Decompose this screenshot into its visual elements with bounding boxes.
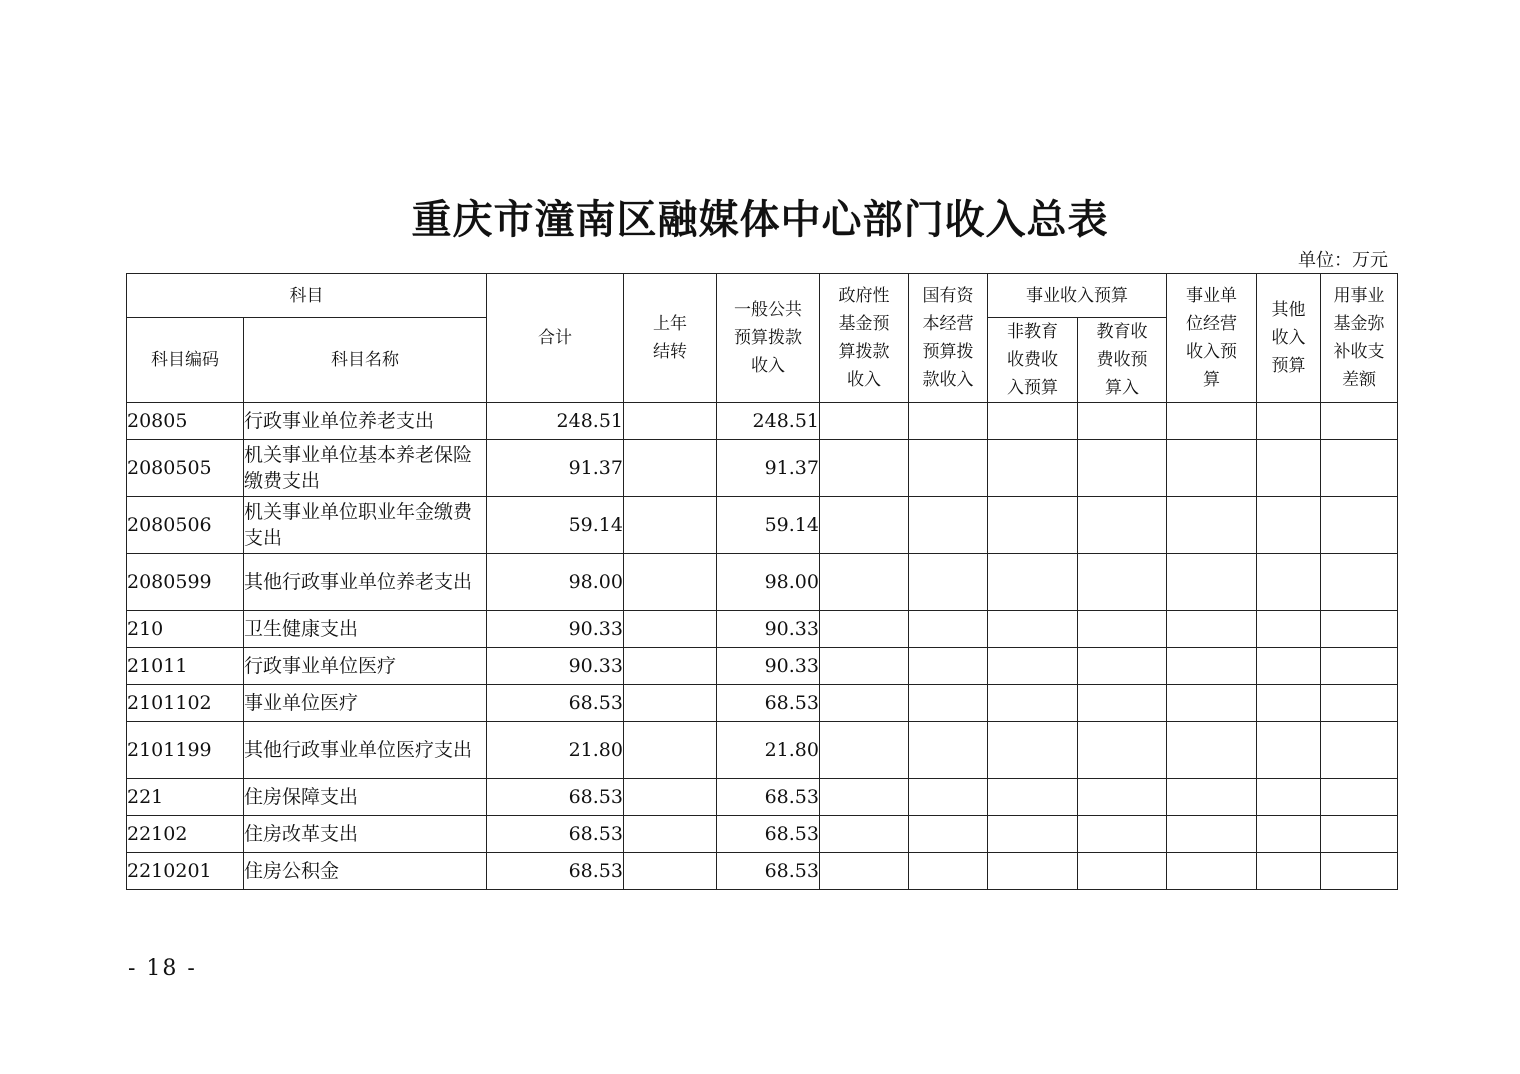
row-edu [1078, 722, 1167, 779]
header-total: 合计 [487, 274, 624, 403]
row-gov-fund [820, 611, 909, 648]
row-general-budget: 59.14 [717, 497, 820, 554]
row-general-budget: 68.53 [717, 816, 820, 853]
row-carryover [624, 403, 717, 440]
row-general-budget: 21.80 [717, 722, 820, 779]
row-unit-operation [1167, 648, 1257, 685]
row-fund-gap [1321, 685, 1398, 722]
row-unit-operation [1167, 554, 1257, 611]
row-fund-gap [1321, 779, 1398, 816]
row-other [1257, 816, 1321, 853]
row-state-capital [909, 722, 988, 779]
row-other [1257, 403, 1321, 440]
row-state-capital [909, 853, 988, 890]
row-total: 248.51 [487, 403, 624, 440]
row-carryover [624, 611, 717, 648]
table-row [127, 403, 1398, 440]
row-non-edu [988, 779, 1078, 816]
header-non-edu: 非教育 收费收 入预算 [988, 318, 1078, 403]
row-edu [1078, 853, 1167, 890]
row-state-capital [909, 497, 988, 554]
row-total: 68.53 [487, 685, 624, 722]
row-gov-fund [820, 554, 909, 611]
row-non-edu [988, 853, 1078, 890]
table-row [127, 497, 1398, 554]
row-non-edu [988, 722, 1078, 779]
table-row [127, 722, 1398, 779]
row-state-capital [909, 554, 988, 611]
table-row [127, 685, 1398, 722]
row-edu [1078, 611, 1167, 648]
row-non-edu [988, 497, 1078, 554]
row-unit-operation [1167, 611, 1257, 648]
row-carryover [624, 853, 717, 890]
table-row [127, 648, 1398, 685]
row-gov-fund [820, 497, 909, 554]
row-carryover [624, 779, 717, 816]
row-unit-operation [1167, 440, 1257, 497]
row-carryover [624, 648, 717, 685]
row-edu [1078, 685, 1167, 722]
row-fund-gap [1321, 403, 1398, 440]
row-non-edu [988, 685, 1078, 722]
row-general-budget: 90.33 [717, 648, 820, 685]
row-code: 20805 [127, 403, 244, 440]
row-carryover [624, 685, 717, 722]
row-name: 行政事业单位医疗 [244, 648, 487, 685]
row-other [1257, 853, 1321, 890]
row-state-capital [909, 685, 988, 722]
row-code: 2210201 [127, 853, 244, 890]
header-other: 其他 收入 预算 [1257, 274, 1321, 403]
row-gov-fund [820, 685, 909, 722]
row-other [1257, 722, 1321, 779]
row-name: 行政事业单位养老支出 [244, 403, 487, 440]
row-unit-operation [1167, 497, 1257, 554]
row-name: 住房保障支出 [244, 779, 487, 816]
table-row [127, 440, 1398, 497]
row-general-budget: 90.33 [717, 611, 820, 648]
row-state-capital [909, 648, 988, 685]
row-edu [1078, 403, 1167, 440]
row-code: 210 [127, 611, 244, 648]
row-total: 91.37 [487, 440, 624, 497]
header-state-capital: 国有资 本经营 预算拨 款收入 [909, 274, 988, 403]
row-total: 68.53 [487, 853, 624, 890]
row-state-capital [909, 816, 988, 853]
row-unit-operation [1167, 779, 1257, 816]
row-name: 卫生健康支出 [244, 611, 487, 648]
header-unit-operation: 事业单 位经营 收入预 算 [1167, 274, 1257, 403]
row-name: 机关事业单位基本养老保险缴费支出 [244, 440, 487, 497]
row-name: 机关事业单位职业年金缴费支出 [244, 497, 487, 554]
row-unit-operation [1167, 816, 1257, 853]
row-edu [1078, 648, 1167, 685]
income-table [126, 273, 1398, 890]
row-fund-gap [1321, 816, 1398, 853]
row-gov-fund [820, 779, 909, 816]
row-gov-fund [820, 722, 909, 779]
row-fund-gap [1321, 611, 1398, 648]
row-unit-operation [1167, 853, 1257, 890]
row-gov-fund [820, 648, 909, 685]
row-total: 68.53 [487, 779, 624, 816]
row-gov-fund [820, 440, 909, 497]
row-name: 其他行政事业单位养老支出 [244, 554, 487, 611]
header-carryover: 上年 结转 [624, 274, 717, 403]
row-total: 98.00 [487, 554, 624, 611]
row-state-capital [909, 611, 988, 648]
row-fund-gap [1321, 497, 1398, 554]
row-other [1257, 554, 1321, 611]
row-edu [1078, 554, 1167, 611]
row-other [1257, 648, 1321, 685]
row-code: 21011 [127, 648, 244, 685]
row-non-edu [988, 554, 1078, 611]
row-other [1257, 685, 1321, 722]
row-general-budget: 98.00 [717, 554, 820, 611]
row-other [1257, 611, 1321, 648]
row-edu [1078, 497, 1167, 554]
row-total: 90.33 [487, 611, 624, 648]
header-fund-gap: 用事业 基金弥 补收支 差额 [1321, 274, 1398, 403]
row-gov-fund [820, 816, 909, 853]
row-total: 90.33 [487, 648, 624, 685]
row-code: 2101199 [127, 722, 244, 779]
table-row [127, 611, 1398, 648]
unit-label: 单位：万元 [1298, 250, 1388, 271]
row-non-edu [988, 403, 1078, 440]
header-general-budget: 一般公共 预算拨款 收入 [717, 274, 820, 403]
page-title: 重庆市潼南区融媒体中心部门收入总表 [411, 196, 1109, 243]
row-edu [1078, 440, 1167, 497]
row-fund-gap [1321, 853, 1398, 890]
row-non-edu [988, 648, 1078, 685]
row-other [1257, 440, 1321, 497]
header-subject: 科目 [127, 274, 487, 318]
row-name: 住房改革支出 [244, 816, 487, 853]
row-carryover [624, 440, 717, 497]
row-non-edu [988, 816, 1078, 853]
header-edu: 教育收 费收预 算入 [1078, 318, 1167, 403]
row-code: 221 [127, 779, 244, 816]
row-gov-fund [820, 853, 909, 890]
header-gov-fund: 政府性 基金预 算拨款 收入 [820, 274, 909, 403]
row-unit-operation [1167, 722, 1257, 779]
header-name: 科目名称 [244, 318, 487, 403]
row-code: 2080505 [127, 440, 244, 497]
row-general-budget: 68.53 [717, 853, 820, 890]
row-edu [1078, 779, 1167, 816]
row-code: 2080599 [127, 554, 244, 611]
header-code: 科目编码 [127, 318, 244, 403]
table-row [127, 554, 1398, 611]
table-row [127, 853, 1398, 890]
row-total: 68.53 [487, 816, 624, 853]
row-name: 住房公积金 [244, 853, 487, 890]
row-carryover [624, 722, 717, 779]
row-non-edu [988, 440, 1078, 497]
row-code: 2080506 [127, 497, 244, 554]
table-body [127, 403, 1398, 890]
row-edu [1078, 816, 1167, 853]
row-fund-gap [1321, 554, 1398, 611]
row-general-budget: 68.53 [717, 779, 820, 816]
row-state-capital [909, 440, 988, 497]
row-general-budget: 91.37 [717, 440, 820, 497]
row-total: 21.80 [487, 722, 624, 779]
row-fund-gap [1321, 722, 1398, 779]
page-number: - 18 - [128, 956, 197, 981]
row-state-capital [909, 779, 988, 816]
header-career-income: 事业收入预算 [988, 274, 1167, 318]
row-state-capital [909, 403, 988, 440]
row-name: 其他行政事业单位医疗支出 [244, 722, 487, 779]
row-general-budget: 248.51 [717, 403, 820, 440]
row-general-budget: 68.53 [717, 685, 820, 722]
table-row [127, 816, 1398, 853]
row-fund-gap [1321, 440, 1398, 497]
row-code: 2101102 [127, 685, 244, 722]
row-other [1257, 497, 1321, 554]
row-gov-fund [820, 403, 909, 440]
row-unit-operation [1167, 403, 1257, 440]
row-carryover [624, 554, 717, 611]
row-name: 事业单位医疗 [244, 685, 487, 722]
row-carryover [624, 497, 717, 554]
row-unit-operation [1167, 685, 1257, 722]
row-fund-gap [1321, 648, 1398, 685]
row-total: 59.14 [487, 497, 624, 554]
table-row [127, 779, 1398, 816]
row-code: 22102 [127, 816, 244, 853]
row-carryover [624, 816, 717, 853]
row-other [1257, 779, 1321, 816]
row-non-edu [988, 611, 1078, 648]
